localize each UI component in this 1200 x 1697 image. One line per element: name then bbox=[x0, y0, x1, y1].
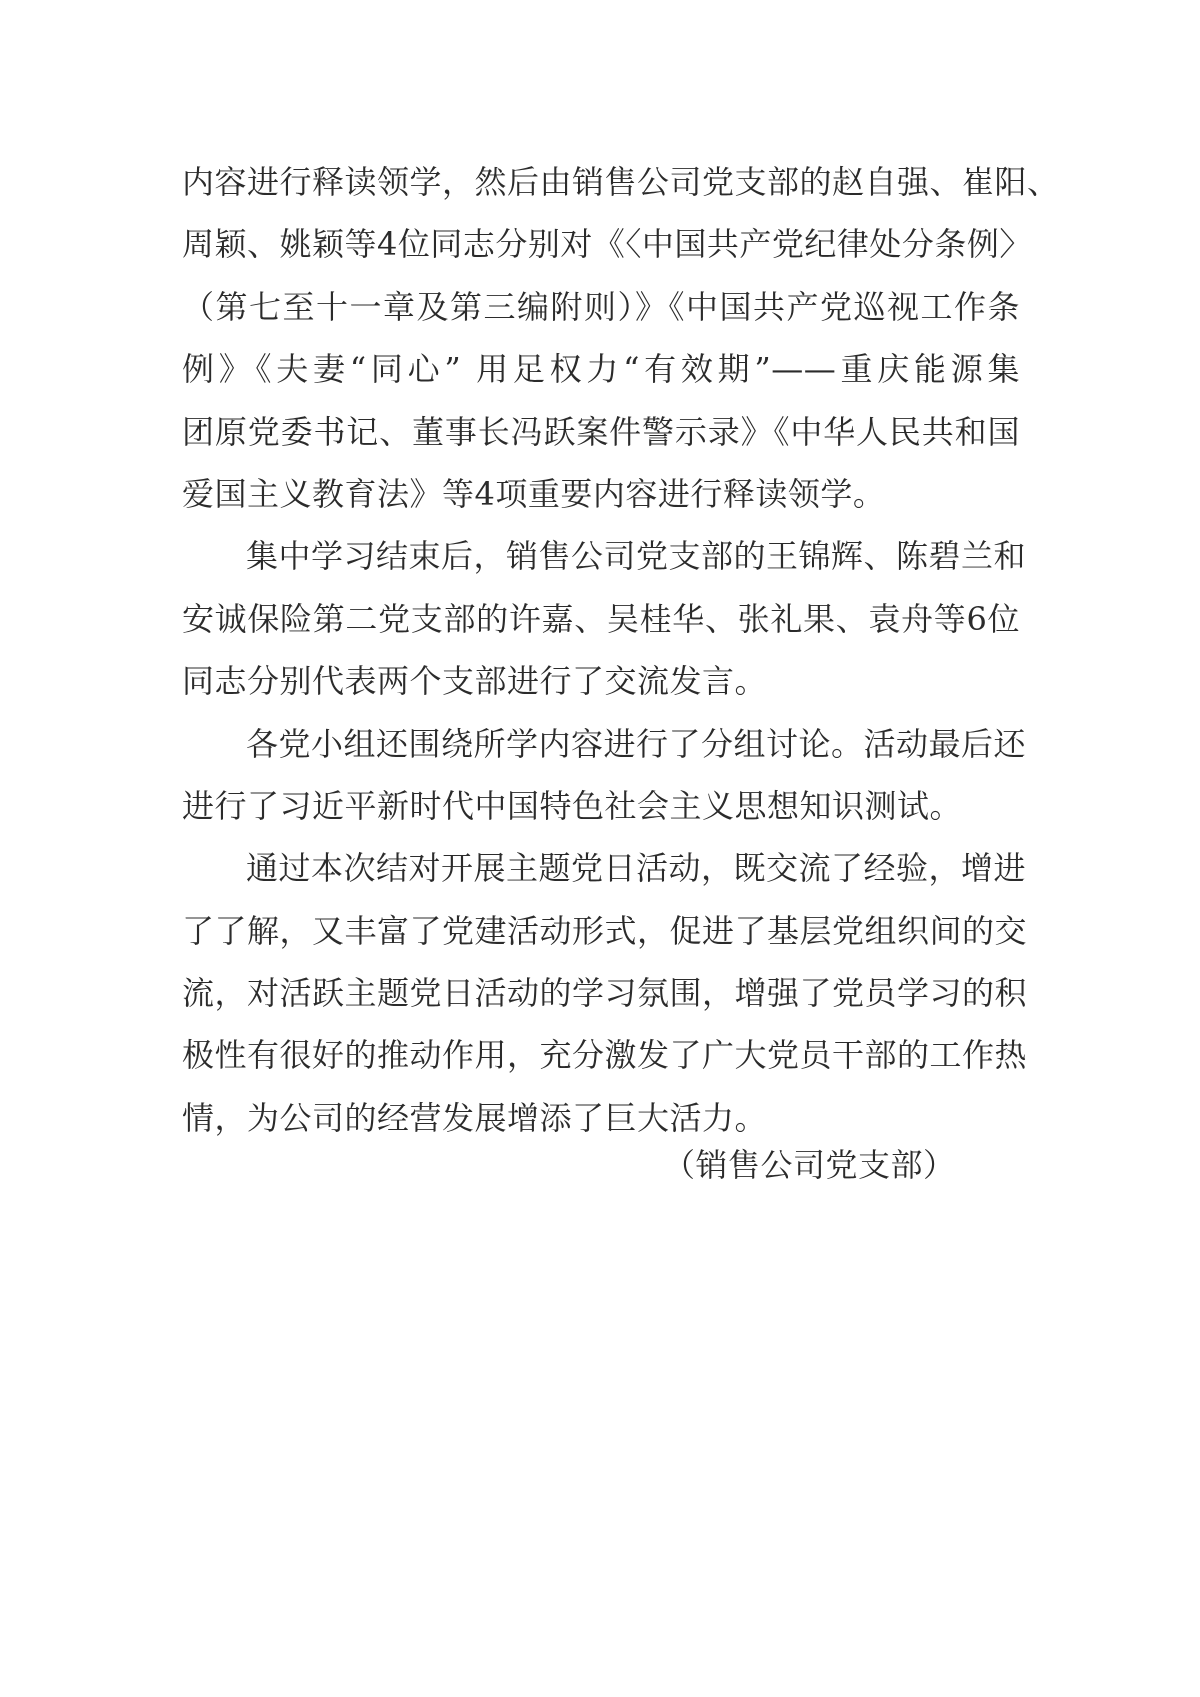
text-line: 流，对活跃主题党日活动的学习氛围，增强了党员学习的积 bbox=[182, 974, 1028, 1013]
text-line: 安诚保险第二党支部的许嘉、吴桂华、张礼果、袁舟等6位 bbox=[182, 599, 1020, 638]
document-body bbox=[182, 151, 1060, 1149]
paragraph-exchange-speeches bbox=[182, 525, 1027, 712]
paragraph-reading-activity bbox=[182, 151, 1060, 525]
text-line: 情，为公司的经营发展增添了巨大活力。 bbox=[182, 1098, 768, 1137]
text-line: 团原党委书记、董事长冯跃案件警示录》《中华人民共和国 bbox=[182, 412, 1020, 451]
text-line: 各党小组还围绕所学内容进行了分组讨论。活动最后还 bbox=[246, 724, 1027, 763]
text-line: 了了解，又丰富了党建活动形式，促进了基层党组织间的交 bbox=[182, 911, 1028, 950]
paragraph-conclusion bbox=[182, 837, 1028, 1149]
text-line: 爱国主义教育法》等4项重要内容进行释读领学。 bbox=[182, 474, 886, 513]
text-line: 例》《夫妻“同心” 用足权力“有效期”——重庆能源集 bbox=[182, 350, 1020, 389]
signature-line: （销售公司党支部） bbox=[663, 1146, 956, 1184]
text-line: 内容进行释读领学，然后由销售公司党支部的赵自强、崔阳、 bbox=[182, 163, 1060, 201]
text-line: 周颖、姚颖等4位同志分别对《〈中国共产党纪律处分条例〉 bbox=[182, 225, 1032, 264]
paragraph-group-discussion bbox=[182, 713, 1027, 838]
text-line: （第七至十一章及第三编附则）》《中国共产党巡视工作条 bbox=[182, 287, 1020, 326]
text-line: 集中学习结束后，销售公司党支部的王锦辉、陈碧兰和 bbox=[246, 537, 1027, 576]
text-line: 极性有很好的推动作用，充分激发了广大党员干部的工作热 bbox=[182, 1036, 1028, 1075]
text-line: 通过本次结对开展主题党日活动，既交流了经验，增进 bbox=[246, 849, 1027, 888]
text-line: 同志分别代表两个支部进行了交流发言。 bbox=[182, 662, 768, 701]
text-line: 进行了习近平新时代中国特色社会主义思想知识测试。 bbox=[182, 786, 963, 825]
